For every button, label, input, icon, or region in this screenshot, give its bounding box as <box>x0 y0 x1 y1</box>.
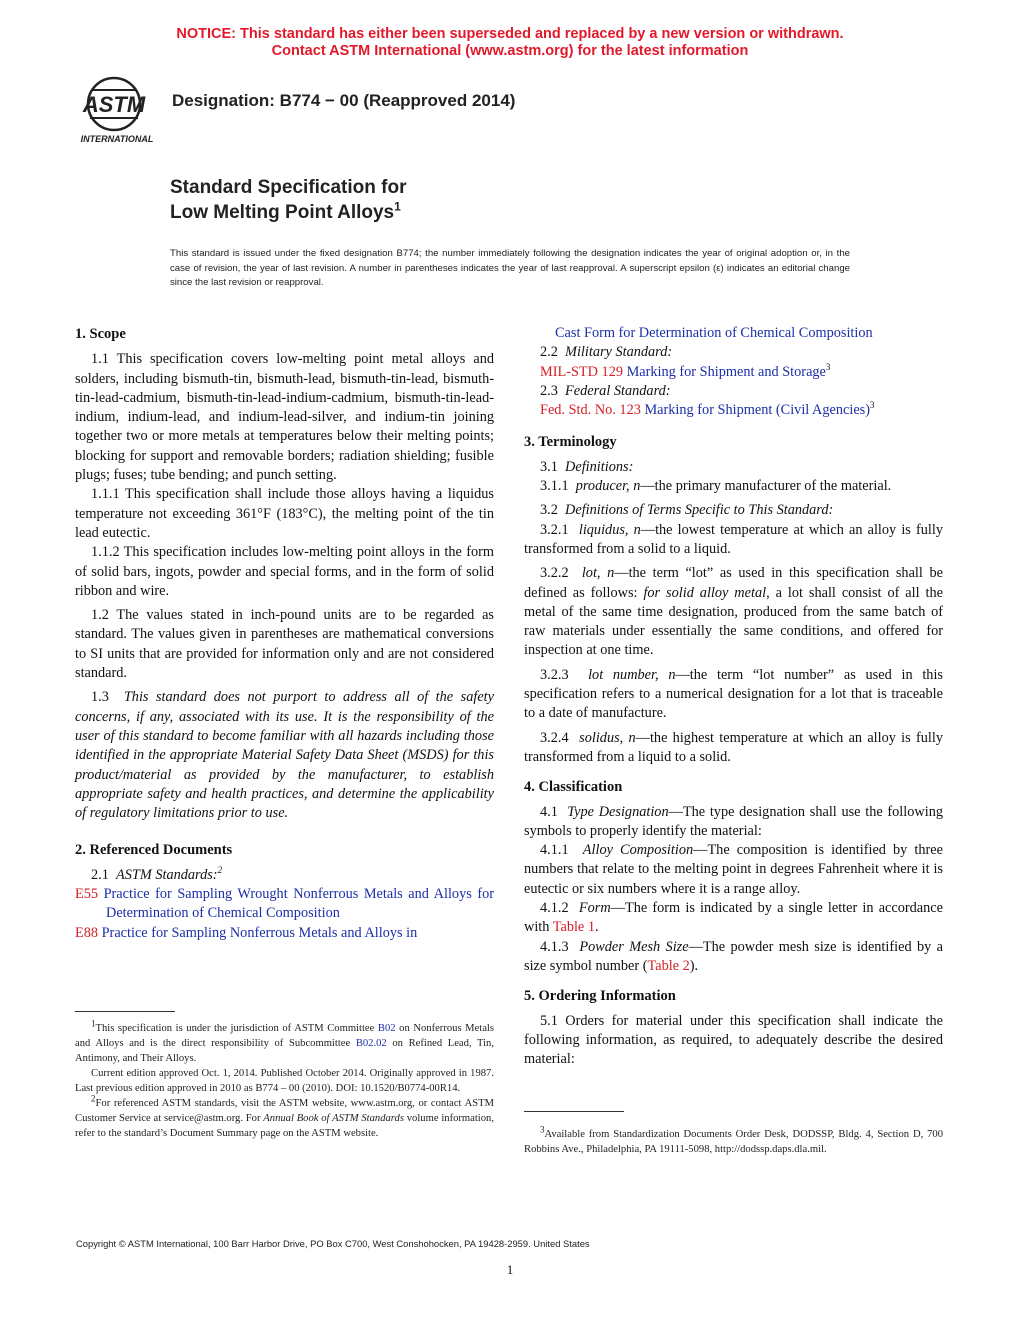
para-1-1-2: 1.1.2 This specification includes low-melting point alloys in the form of solid bars, ingots, powder and special forms, and in the form of solid ribbon and wire. <box>75 544 494 599</box>
para-2-2-text: Military Standard: <box>565 344 673 361</box>
ref-e88-continued <box>524 324 943 343</box>
para-4-1-1-text: —The composition is identified by three numbers that relate to the melting point in degrees Fahrenheit where it is eutectic or six numbers where it is a range alloy. <box>524 842 943 897</box>
ref-e55-title[interactable]: Practice for Sampling Wrought Nonferrous Metals and Alloys for Determination of Chemical Composition <box>103 886 494 922</box>
para-1-1: 1.1 This specification covers low-melting point metal alloys and solders, including bismuth-tin, bismuth-lead, bismuth-tin-lead, bismuth-tin-lead-cadmium, bismuth-tin-lead-indium-cadmium, bismuth-tin-lead-indium, indium-lead, and indium-lead-silver, and indium-tin joining together two or more metals at temperatures below their melting points; blocking for support and removable borders; radiation shielding; fusible plugs; fuses; tube bending; and punch setting. <box>75 351 494 484</box>
left-column <box>75 325 494 943</box>
ref-mil-title[interactable]: Marking for Shipment and Storage <box>626 363 826 380</box>
para-4-1-1 <box>524 841 943 899</box>
footnote-3-marker-text: 3 <box>540 1124 545 1135</box>
para-3-2-1 <box>524 521 943 560</box>
term-lot-number: lot number, n <box>588 666 676 683</box>
footnote-divider-left <box>75 1011 175 1012</box>
footnote-2-marker-text: 2 <box>91 1093 96 1104</box>
para-3-1-1-num: 3.1.1 <box>540 478 569 495</box>
para-3-1-text: Definitions: <box>565 458 634 475</box>
para-3-1-1-text: —the primary manufacturer of the material. <box>640 478 892 495</box>
footnote-3-text: Available from Standardization Documents Order Desk, DODSSP, Bldg. 4, Section D, 700 Robbins Ave., Philadelphia, PA 19111-5098, http://dodssp.daps.dla.mil. <box>524 1129 943 1155</box>
para-3-2-text: Definitions of Terms Specific to This Standard: <box>565 502 834 519</box>
para-3-2-2-num: 3.2.2 <box>540 565 569 582</box>
title-line-2 <box>170 200 406 225</box>
title-line-2-text: Low Melting Point Alloys <box>170 202 395 223</box>
section-1-heading: 1. Scope <box>75 326 126 342</box>
footnote-1 <box>75 1018 495 1066</box>
para-4-1-1-num: 4.1.1 <box>540 842 569 859</box>
title-footnote-marker[interactable]: 1 <box>394 199 401 214</box>
ref-mil-std <box>524 363 943 382</box>
para-3-1-1 <box>524 477 943 496</box>
para-2-2-num: 2.2 <box>540 344 558 361</box>
designation: Designation: B774 − 00 (Reapproved 2014) <box>172 91 516 110</box>
ref-fed-code[interactable]: Fed. Std. No. 123 <box>540 402 641 419</box>
para-1-3-num: 1.3 <box>91 689 109 706</box>
term-alloy-composition: Alloy Composition <box>582 842 694 859</box>
para-3-2-3 <box>524 666 943 724</box>
para-1-2: 1.2 The values stated in inch-pound units are to be regarded as standard. The values given in parentheses are mathematical conversions to SI units that are provided for information only and are not considered standard. <box>75 607 494 682</box>
ref-e55-code[interactable]: E55 <box>75 886 99 903</box>
footnote-3-body <box>524 1124 943 1157</box>
para-3-1 <box>524 458 943 477</box>
footnote-3-marker-a[interactable]: 3 <box>825 361 831 372</box>
astm-logo-icon <box>70 76 162 146</box>
notice-line-1: NOTICE: This standard has either been superseded and replaced by a new version or withdrawn. <box>176 26 844 42</box>
para-3-2-3-text: —the term “lot number” as used in this specification refers to a numerical designation for a lot that is traceable to a date of manufacture. <box>524 666 943 722</box>
para-5-1: 5.1 Orders for material under this specification shall indicate the following information, as required, to adequately describe the desired material: <box>524 1012 943 1068</box>
para-2-3 <box>524 382 943 401</box>
para-2-1-text: ASTM Standards: <box>116 866 218 883</box>
left-footnotes <box>75 1018 495 1141</box>
para-3-1-num: 3.1 <box>540 458 558 475</box>
para-3-2 <box>524 501 943 520</box>
para-1-3 <box>75 688 494 823</box>
footnote-2 <box>75 1093 494 1141</box>
para-3-2-4 <box>524 729 943 768</box>
logo-org-text: INTERNATIONAL <box>80 134 154 144</box>
para-4-1 <box>524 803 943 842</box>
footnote-3-marker-b[interactable]: 3 <box>870 400 875 411</box>
para-3-2-1-text: —the lowest temperature at which an alloy is fully transformed from a solid to a liquid. <box>524 521 943 557</box>
para-1-3-text: This standard does not purport to address all of the safety concerns, if any, associated with its use. It is the responsibility of the user of this standard to become familiar with all hazards including those identified in the appropriate Material Safety Data Sheet (MSDS) for this product/material as provided by the manufacturer, to establish appropriate safety and health practices, and determine the applicability of regulatory limitations prior to use. <box>75 689 494 822</box>
para-2-3-text: Federal Standard: <box>565 382 671 399</box>
title-line-1: Standard Specification for <box>170 177 407 198</box>
notice-line-2: Contact ASTM International (www.astm.org) for the latest information <box>271 43 749 59</box>
footnote-2-text-b: volume information, refer to the standard’s Document Summary page on the ASTM website. <box>75 1113 494 1139</box>
ref-e88-title[interactable]: Practice for Sampling Nonferrous Metals and Alloys in <box>101 924 418 941</box>
para-4-1-3-num: 4.1.3 <box>540 938 569 955</box>
term-type-designation: Type Designation <box>567 803 669 820</box>
footnote-3 <box>524 1124 943 1157</box>
section-5-heading: 5. Ordering Information <box>524 988 676 1005</box>
right-column <box>524 324 943 1069</box>
para-3-2-1-num: 3.2.1 <box>540 521 569 538</box>
footnote-2-text-a: For referenced ASTM standards, visit the ASTM website, www.astm.org, or contact ASTM Customer Service at service@astm.org. For <box>75 1098 494 1124</box>
footnote-1-ref-b02[interactable]: B02 <box>377 1023 396 1034</box>
table-2-link[interactable]: Table 2 <box>647 957 690 974</box>
para-3-2-2-text-a: —the term “lot” as used in this specification shall be defined as follows: <box>524 565 943 601</box>
footnote-1-text-a: This specification is under the jurisdiction of ASTM Committee <box>95 1023 378 1034</box>
para-2-1 <box>75 866 494 885</box>
para-3-2-4-num: 3.2.4 <box>540 729 569 746</box>
notice-banner <box>0 26 1020 60</box>
footnote-2-italic: Annual Book of ASTM Standards <box>263 1113 404 1124</box>
para-2-1-num: 2.1 <box>91 866 109 883</box>
para-3-2-4-text: —the highest temperature at which an alloy is fully transformed from a liquid to a solid. <box>524 729 943 765</box>
para-4-1-3: 4.1.3 Powder Mesh Size—The powder mesh size is identified by a size symbol number (Table 2). <box>524 938 944 974</box>
footnote-1-text-c: on Refined Lead, Tin, Antimony, and Their Alloys. <box>75 1038 495 1064</box>
footnote-divider-right <box>524 1111 624 1112</box>
section-4-heading: 4. Classification <box>524 779 623 796</box>
logo-letters: ASTM <box>82 92 146 117</box>
para-3-2-3-num: 3.2.3 <box>540 666 569 683</box>
intro-paragraph: This standard is issued under the fixed designation B774; the number immediately following the designation indicates the year of original adoption or, in the case of revision, the year of last revision. A number in parentheses indicates the year of last reapproval. A superscript epsilon (ε) indicates an editorial change since the last revision or reapproval. <box>170 248 850 289</box>
ref-e88-title-cont[interactable]: Cast Form for Determination of Chemical Composition <box>555 325 873 341</box>
para-4-1-2: 4.1.2 Form—The form is indicated by a single letter in accordance with Table 1. <box>524 900 943 936</box>
astm-logo <box>70 76 162 146</box>
term-powder-mesh-size: Powder Mesh Size <box>579 938 689 955</box>
term-lot: lot, n <box>581 565 615 582</box>
para-3-2-2-italic: for solid alloy metal <box>643 584 767 601</box>
para-4-1-text: —The type designation shall use the following symbols to properly identify the material: <box>524 803 943 839</box>
ref-e88 <box>75 924 494 943</box>
para-2-2 <box>524 343 943 362</box>
footnote-1-ref-b0202[interactable]: B02.02 <box>355 1038 387 1049</box>
ref-mil-code[interactable]: MIL-STD 129 <box>540 363 623 380</box>
section-3-heading: 3. Terminology <box>524 434 617 451</box>
ref-e55 <box>75 885 494 924</box>
para-1-1-1: 1.1.1 This specification shall include those alloys having a liquidus temperature not exceeding 361°F (183°C), the melting point of the tin lead eutectic. <box>75 486 494 541</box>
page-number: 1 <box>506 1262 514 1277</box>
para-3-2-2 <box>524 564 943 660</box>
term-liquidus: liquidus, n <box>578 521 641 538</box>
para-3-2-num: 3.2 <box>540 502 558 519</box>
footnote-1-edition: Current edition approved Oct. 1, 2014. Published October 2014. Originally approved in 1987. Last previous edition approved in 2010 as B774 – 00 (2010). DOI: 10.1520/B0774-00R14. <box>75 1068 494 1094</box>
document-title <box>170 175 406 225</box>
para-4-1-2-num: 4.1.2 <box>540 900 569 917</box>
para-3-2-2-text-b: , a lot shall consist of all the metal of the same time designation, produced from the same batch of raw materials under essentially the same conditions, and offered for inspection at one time. <box>524 584 943 659</box>
term-form: Form <box>578 900 611 917</box>
para-4-1-2-text: —The form is indicated by a single letter in accordance with <box>524 900 943 936</box>
para-4-1-3-text: —The powder mesh size is identified by a size symbol number ( <box>524 938 944 974</box>
footnote-1-marker: 1 <box>91 1018 96 1029</box>
ref-fed-std <box>524 401 943 420</box>
term-solidus: solidus, n <box>579 729 636 746</box>
term-producer: producer, n <box>575 478 641 495</box>
ref-e88-code[interactable]: E88 <box>75 924 99 941</box>
section-2-heading: 2. Referenced Documents <box>75 842 233 859</box>
copyright-line: Copyright © ASTM International, 100 Barr Harbor Drive, PO Box C700, West Conshohocken, PA 19428-2959. United States <box>76 1238 590 1249</box>
table-1-link[interactable]: Table 1 <box>552 919 596 936</box>
footnote-1-text-b: on Nonferrous Metals and Alloys and is the direct responsibility of Subcommittee <box>75 1023 494 1049</box>
para-4-1-num: 4.1 <box>540 803 558 820</box>
para-2-3-num: 2.3 <box>540 382 558 399</box>
footnote-2-marker[interactable]: 2 <box>217 864 223 875</box>
ref-fed-title[interactable]: Marking for Shipment (Civil Agencies) <box>644 402 871 419</box>
